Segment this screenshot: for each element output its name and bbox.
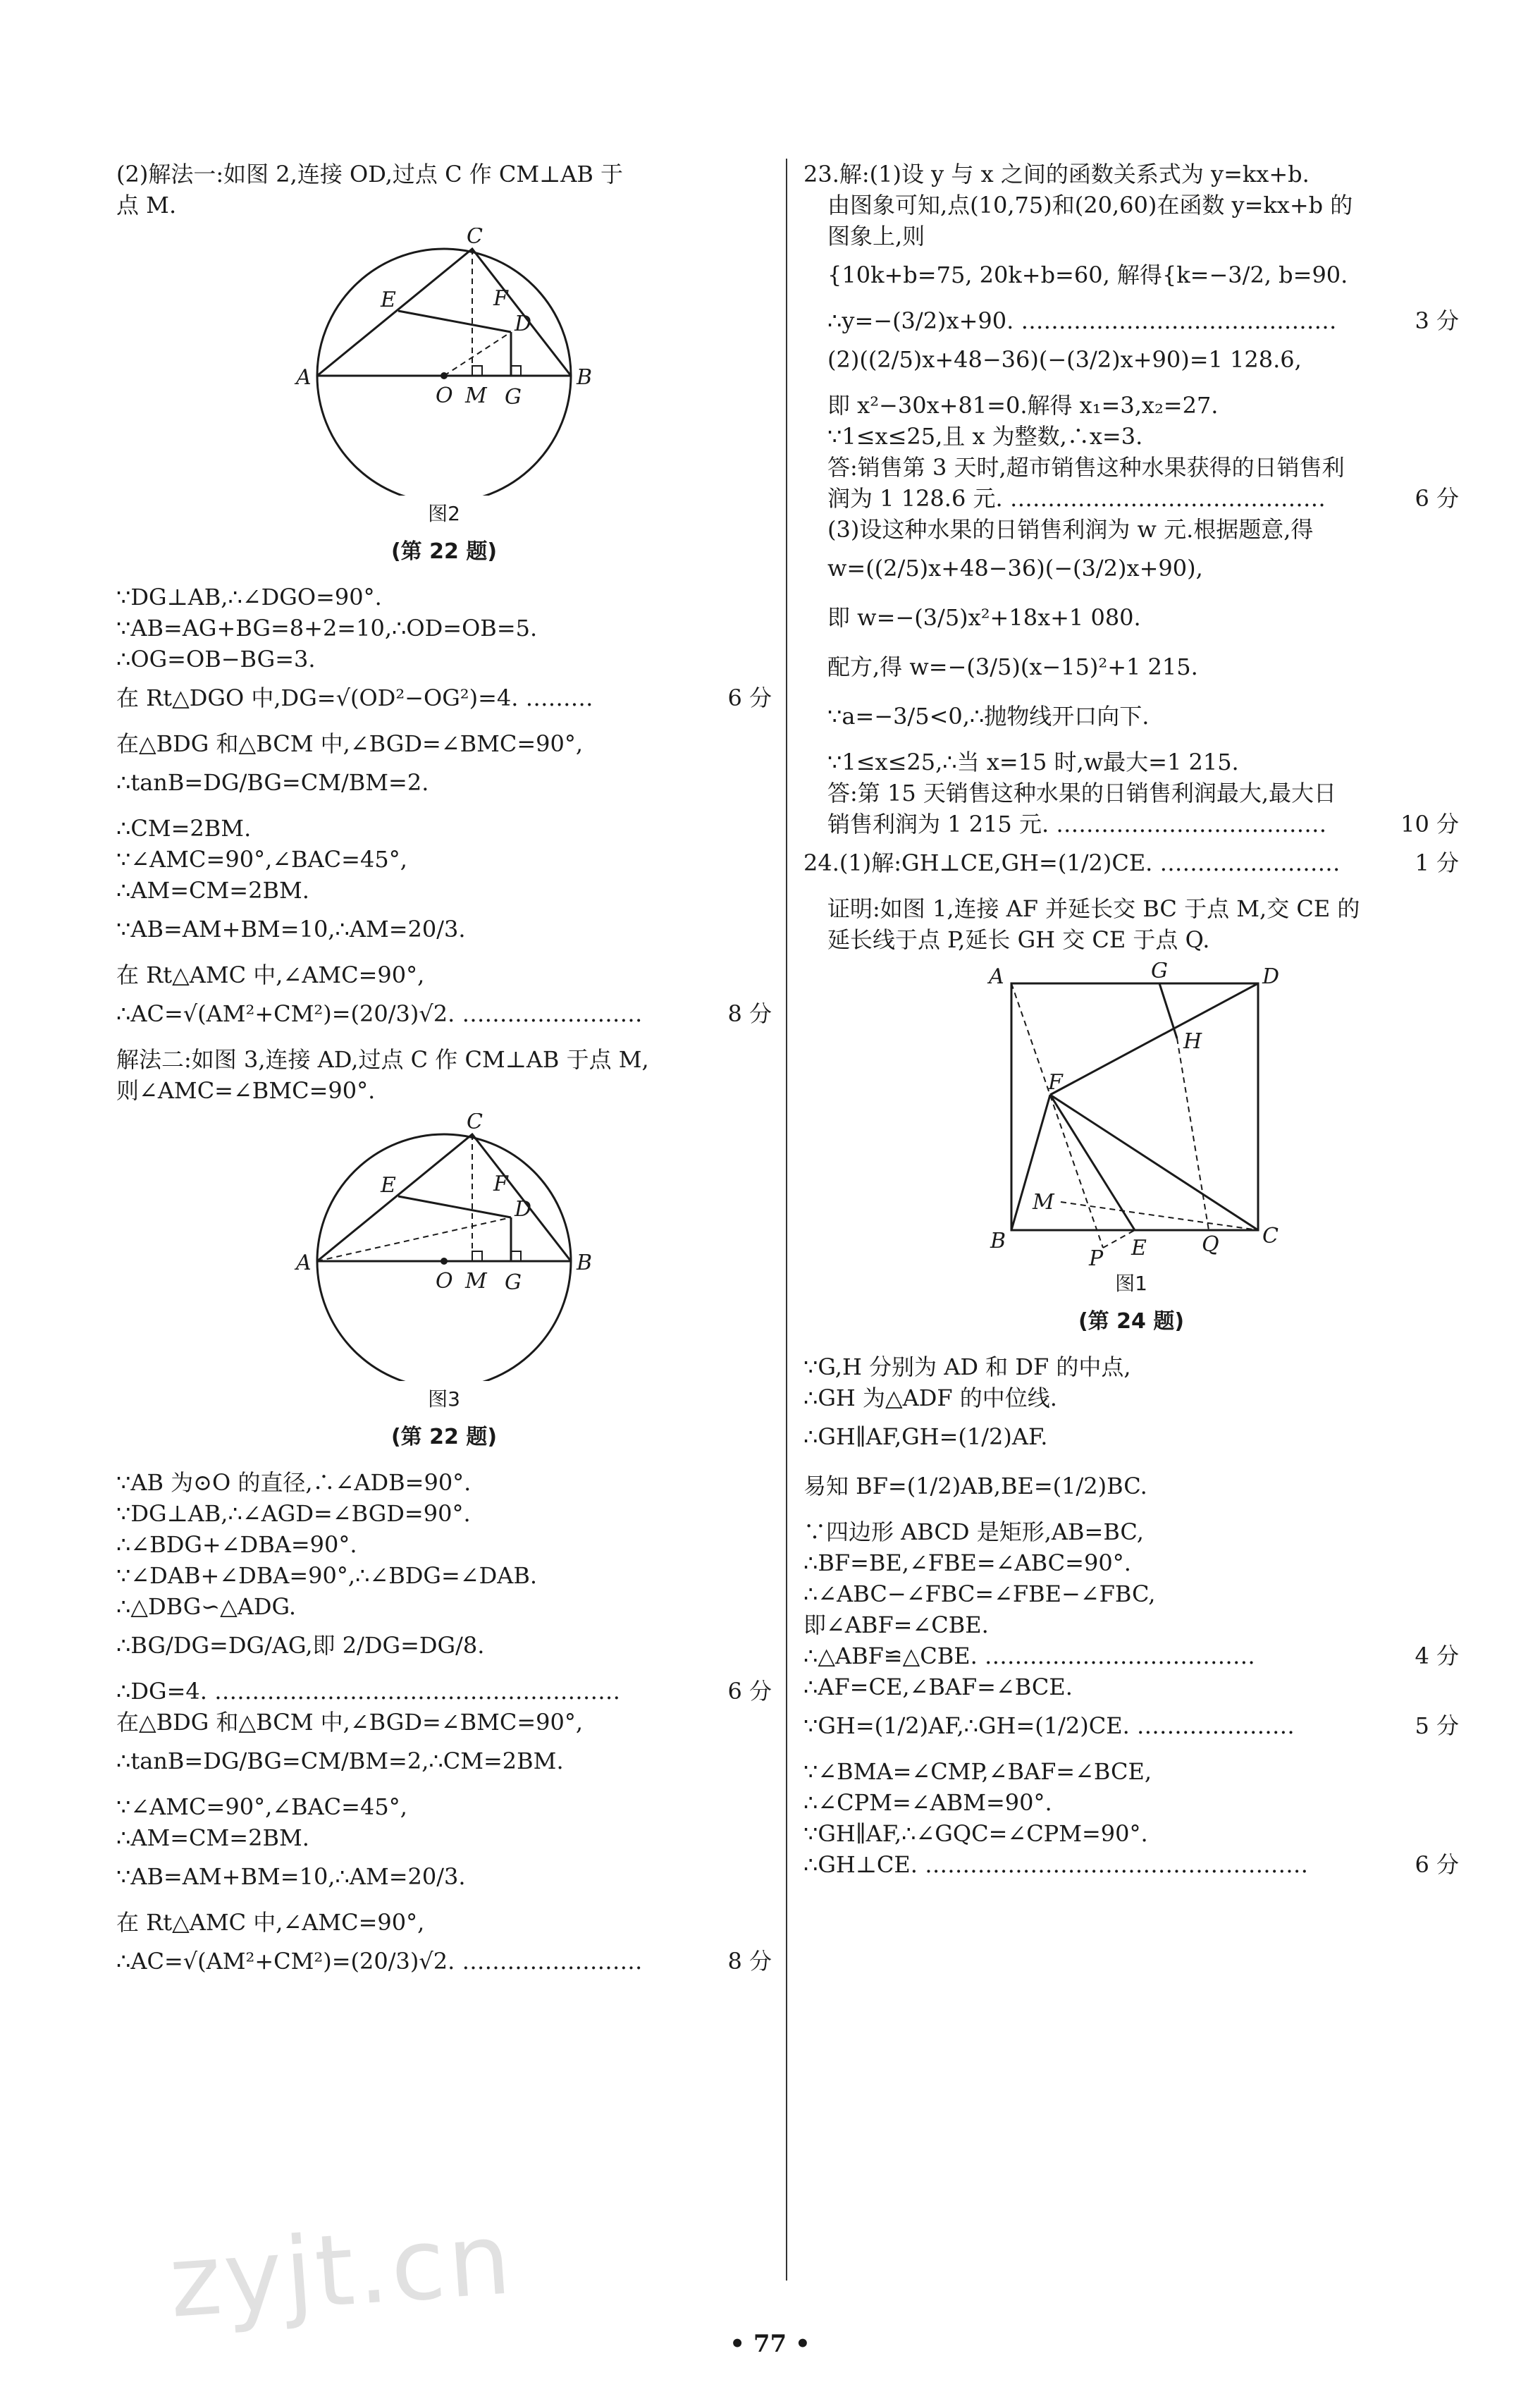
right-angle-mark-g [511, 1251, 521, 1261]
point-o [441, 372, 448, 379]
point-label-e: E [1131, 1236, 1147, 1260]
point-label: F [493, 1172, 508, 1196]
text-line: 答:销售第 3 天时,超市销售这种水果获得的日销售利 [827, 454, 1345, 481]
text-line: ∵1≤x≤25,且 x 为整数,∴x=3. [827, 423, 1143, 450]
text-line: 即 w=−(3/5)x²+18x+1 080. [827, 604, 1141, 631]
point-label: D [515, 1197, 532, 1222]
figure-1-square-diagram [983, 962, 1279, 1265]
right-angle-mark-g [511, 366, 521, 376]
text-line: 配方,得 w=−(3/5)(x−15)²+1 215. [827, 653, 1198, 680]
text-line: ∵AB 为⊙O 的直径,∴∠ADB=90°. [116, 1469, 472, 1496]
text-line: ∴AF=CE,∠BAF=∠BCE. [803, 1674, 1073, 1700]
text-line: 在△BDG 和△BCM 中,∠BGD=∠BMC=90°, [116, 1709, 584, 1736]
point-label: F [493, 286, 508, 311]
text-line: ∴OG=OB−BG=3. [116, 646, 316, 673]
text-line: ∵GH∥AF,∴∠GQC=∠CPM=90°. [803, 1820, 1148, 1847]
text-line: 由图象可知,点(10,75)和(20,60)在函数 y=kx+b 的 [827, 192, 1353, 219]
column-divider [786, 159, 787, 2281]
text-line: ∵∠BMA=∠CMP,∠BAF=∠BCE, [803, 1758, 1152, 1785]
point-label-d: D [1262, 964, 1279, 989]
text-line: ∴AM=CM=2BM. [116, 877, 309, 904]
point-label: A [296, 365, 312, 390]
text-line: ∴DG=4. ……………………………………………… 6 分 [116, 1678, 772, 1705]
text-line: ∴∠ABC−∠FBC=∠FBE−∠FBC, [803, 1581, 1156, 1607]
dashed-pe [1103, 1230, 1135, 1248]
text-line: w=((2/5)x+48−36)(−(3/2)x+90), [827, 555, 1203, 582]
text-line: ∴∠CPM=∠ABM=90°. [803, 1789, 1052, 1816]
point-label: G [505, 1270, 522, 1295]
text-line: ∵G,H 分别为 AD 和 DF 的中点, [803, 1354, 1131, 1380]
text-line: 在 Rt△AMC 中,∠AMC=90°, [116, 962, 425, 988]
text-line: ∴CM=2BM. [116, 815, 252, 842]
text-line: ∵∠DAB+∠DBA=90°,∴∠BDG=∠DAB. [116, 1562, 538, 1589]
point-label: E [381, 288, 396, 312]
figure-label: 图3 [428, 1387, 460, 1411]
point-label-g: G [1151, 962, 1168, 983]
text-line: 即 x²−30x+81=0.解得 x₁=3,x₂=27. [827, 392, 1219, 419]
segment-ed [398, 1196, 511, 1217]
point-label: C [467, 1113, 483, 1134]
point-label: B [577, 365, 593, 390]
text-line: ∵四边形 ABCD 是矩形,AB=BC, [803, 1518, 1144, 1545]
text-line: ∵AB=AM+BM=10,∴AM=20/3. [116, 916, 466, 943]
segment-fe [1050, 1095, 1135, 1230]
point-label: O [436, 1269, 453, 1294]
text-line: 24.(1)解:GH⊥CE,GH=(1/2)CE. …………………… 1 分 [803, 849, 1459, 876]
figure-label: 图1 [1115, 1272, 1147, 1295]
point-label-f: F [1048, 1070, 1063, 1095]
point-label-b: B [990, 1229, 1006, 1253]
point-label: B [577, 1251, 593, 1275]
point-label: O [436, 383, 453, 408]
point-label-h: H [1183, 1029, 1202, 1054]
point-label: D [515, 312, 532, 336]
text-line: 易知 BF=(1/2)AB,BE=(1/2)BC. [803, 1473, 1147, 1499]
triangle-abc [317, 249, 571, 376]
text-line: ∴∠BDG+∠DBA=90°. [116, 1531, 357, 1558]
dashed-mc [1061, 1202, 1258, 1230]
text-line: 在 Rt△AMC 中,∠AMC=90°, [116, 1909, 425, 1936]
text-line: {10k+b=75, 20k+b=60, 解得{k=−3/2, b=90. [827, 262, 1348, 288]
text-line: 即∠ABF=∠CBE. [803, 1612, 989, 1638]
text-line: ∴BF=BE,∠FBE=∠ABC=90°. [803, 1549, 1131, 1576]
point-label: G [505, 385, 522, 410]
page-number: • 77 • [729, 2330, 811, 2358]
text-line: 点 M. [116, 192, 177, 219]
text-line: 润为 1 128.6 元. …………………………………… 6 分 [827, 485, 1459, 512]
text-line: 图象上,则 [827, 223, 925, 250]
right-angle-mark-m [472, 366, 482, 376]
text-line: ∴GH⊥CE. …………………………………………… 6 分 [803, 1851, 1459, 1878]
text-line: (2)解法一:如图 2,连接 OD,过点 C 作 CM⊥AB 于 [116, 161, 624, 188]
text-line: ∴AC=√(AM²+CM²)=(20/3)√2. …………………… 8 分 [116, 1948, 772, 1975]
text-line: ∴AM=CM=2BM. [116, 1824, 309, 1851]
dashed-od [444, 332, 511, 376]
text-line: ∵∠AMC=90°,∠BAC=45°, [116, 1793, 407, 1820]
segment-fc [1050, 1095, 1258, 1230]
text-line: ∴AC=√(AM²+CM²)=(20/3)√2. …………………… 8 分 [116, 1000, 772, 1027]
text-line: ∴tanB=DG/BG=CM/BM=2. [116, 769, 429, 796]
text-line: ∵a=−3/5<0,∴抛物线开口向下. [827, 703, 1150, 730]
dashed-hq [1177, 1038, 1209, 1230]
triangle-abc [317, 1134, 571, 1261]
dashed-ap [1011, 983, 1103, 1248]
point-label: C [467, 228, 483, 249]
point-label: M [465, 383, 487, 408]
text-line: 23.解:(1)设 y 与 x 之间的函数关系式为 y=kx+b. [803, 161, 1310, 188]
figure-2-circle-diagram [282, 228, 606, 496]
text-line: ∵∠AMC=90°,∠BAC=45°, [116, 846, 407, 873]
text-line: 答:第 15 天销售这种水果的日销售利润最大,最大日 [827, 780, 1337, 806]
left-column [116, 159, 772, 1991]
text-line: ∵AB=AG+BG=8+2=10,∴OD=OB=5. [116, 615, 538, 642]
figure-label: 图2 [428, 502, 460, 525]
watermark: zyjt.cn [165, 2202, 517, 2340]
text-line: ∴△DBG∽△ADG. [116, 1593, 297, 1620]
text-line: ∵DG⊥AB,∴∠DGO=90°. [116, 584, 382, 610]
segment-ed [398, 311, 511, 332]
text-line: (3)设这种水果的日销售利润为 w 元.根据题意,得 [827, 516, 1314, 543]
point-o [441, 1258, 448, 1265]
text-line: ∴y=−(3/2)x+90. …………………………………… 3 分 [827, 307, 1459, 334]
point-label-q: Q [1202, 1232, 1219, 1257]
text-line: ∴GH∥AF,GH=(1/2)AF. [803, 1423, 1048, 1450]
point-label-a: A [989, 964, 1004, 989]
text-line: 延长线于点 P,延长 GH 交 CE 于点 Q. [827, 926, 1210, 953]
text-line: ∵GH=(1/2)AF,∴GH=(1/2)CE. ………………… 5 分 [803, 1712, 1459, 1739]
point-label-c: C [1262, 1224, 1279, 1248]
right-column [803, 159, 1459, 1880]
right-angle-mark-m [472, 1251, 482, 1261]
figure-3-circle-diagram [282, 1113, 606, 1381]
point-label: E [381, 1173, 396, 1198]
figure-caption: (第 24 题) [1078, 1309, 1185, 1334]
text-line: (2)((2/5)x+48−36)(−(3/2)x+90)=1 128.6, [827, 346, 1302, 373]
text-line: ∵AB=AM+BM=10,∴AM=20/3. [116, 1863, 466, 1890]
text-line: 销售利润为 1 215 元. ……………………………… 10 分 [827, 811, 1459, 837]
text-line: ∴△ABF≌△CBE. ……………………………… 4 分 [803, 1643, 1459, 1669]
text-line: ∵1≤x≤25,∴当 x=15 时,w最大=1 215. [827, 749, 1239, 775]
text-line: 证明:如图 1,连接 AF 并延长交 BC 于点 M,交 CE 的 [827, 895, 1360, 922]
figure-caption: (第 22 题) [390, 539, 498, 564]
point-label: M [465, 1269, 487, 1294]
text-line: 解法二:如图 3,连接 AD,过点 C 作 CM⊥AB 于点 M, [116, 1046, 649, 1073]
text-line: 在 Rt△DGO 中,DG=√(OD²−OG²)=4. ……… 6 分 [116, 685, 772, 711]
figure-caption: (第 22 题) [390, 1425, 498, 1449]
point-label-m: M [1033, 1190, 1054, 1215]
text-line: 在△BDG 和△BCM 中,∠BGD=∠BMC=90°, [116, 730, 584, 757]
point-label-p: P [1089, 1246, 1104, 1265]
text-line: ∴BG/DG=DG/AG,即 2/DG=DG/8. [116, 1632, 485, 1659]
segment-fd [1050, 983, 1258, 1095]
segment-gh [1159, 983, 1177, 1038]
text-line: ∵DG⊥AB,∴∠AGD=∠BGD=90°. [116, 1500, 471, 1527]
point-label: A [296, 1251, 312, 1275]
text-line: ∴tanB=DG/BG=CM/BM=2,∴CM=2BM. [116, 1748, 564, 1774]
text-line: 则∠AMC=∠BMC=90°. [116, 1077, 376, 1104]
text-line: ∴GH 为△ADF 的中位线. [803, 1385, 1057, 1411]
